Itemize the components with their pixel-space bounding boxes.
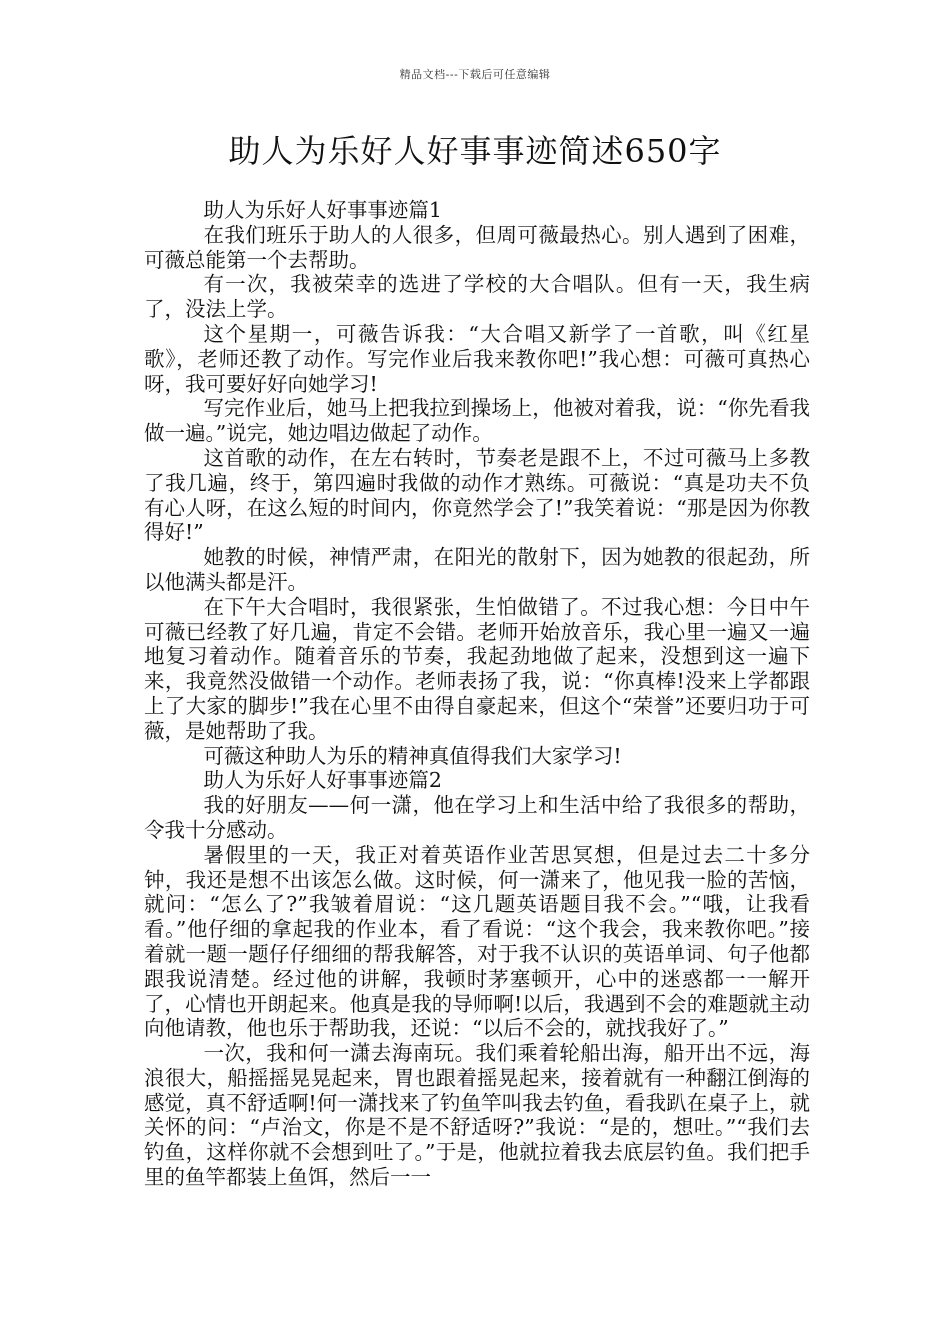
- paragraph: 在下午大合唱时，我很紧张，生怕做错了。不过我心想：今日中午可薇已经教了好几遍，肯定不会错。老师开始放音乐，我心里一遍又一遍地复习着动作。随着音乐的节奏，我起劲地做了起来，没想到这一遍下来，我竟然没做错一个动作。老师表扬了我，说：“你真棒!没来上学都跟上了大家的脚步!”我在心里不由得自豪起来，但这个“荣誉”还要归功于可薇，是她帮助了我。: [144, 594, 810, 743]
- paragraph: 暑假里的一天，我正对着英语作业苦思冥想，但是过去二十多分钟，我还是想不出该怎么做。这时候，何一潇来了，他见我一脸的苦恼，就问：“怎么了?”我皱着眉说：“这几题英语题目我不会。”“哦，让我看看。”他仔细的拿起我的作业本，看了看说：“这个我会，我来教你吧。”接着就一题一题仔仔细细的帮我解答，对于我不认识的英语单词、句子他都跟我说清楚。经过他的讲解，我顿时茅塞顿开，心中的迷惑都一一解开了，心情也开朗起来。他真是我的导师啊!以后，我遇到不会的难题就主动向他请教，他也乐于帮助我，还说：“以后不会的，就找我好了。”: [144, 842, 810, 1041]
- paragraph: 一次，我和何一潇去海南玩。我们乘着轮船出海，船开出不远，海浪很大，船摇摇晃晃起来，胃也跟着摇晃起来，接着就有一种翻江倒海的感觉，真不舒适啊!何一潇找来了钓鱼竿叫我去钓鱼，看我趴在桌子上，就关怀的问：“卢治文，你是不是不舒适呀?”我说：“是的，想吐。”“我们去钓鱼，这样你就不会想到吐了。”于是，他就拉着我去底层钓鱼。我们把手里的鱼竿都装上鱼饵，然后一一: [144, 1041, 810, 1190]
- section-heading-2: 助人为乐好人好事事迹篇2: [203, 768, 442, 793]
- paragraph: 写完作业后，她马上把我拉到操场上，他被对着我，说：“你先看我做一遍。”说完，她边唱边做起了动作。: [144, 396, 810, 446]
- paragraph: 这首歌的动作，在左右转时，节奏老是跟不上，不过可薇马上多教了我几遍，终于，第四遍时我做的动作才熟练。可薇说：“真是功夫不负有心人呀，在这么短的时间内，你竟然学会了!”我笑着说：“那是因为你教得好!”: [144, 445, 810, 545]
- paragraph: 可薇这种助人为乐的精神真值得我们大家学习!: [203, 743, 622, 768]
- paragraph: 她教的时候，神情严肃，在阳光的散射下，因为她教的很起劲，所以他满头都是汗。: [144, 545, 810, 594]
- header-note: 精品文档---下载后可任意编辑: [399, 68, 551, 81]
- paragraph: 我的好朋友——何一潇，他在学习上和生活中给了我很多的帮助，令我十分感动。: [144, 793, 810, 842]
- document-title: 助人为乐好人好事事迹简述650字: [228, 132, 722, 170]
- section-heading-1: 助人为乐好人好事事迹篇1: [203, 198, 442, 222]
- paragraph: 有一次，我被荣幸的选进了学校的大合唱队。但有一天，我生病了，没法上学。: [144, 272, 810, 322]
- article-body: [144, 198, 810, 1190]
- paragraph: 这个星期一，可薇告诉我：“大合唱又新学了一首歌，叫《红星歌》，老师还教了动作。写完作业后我来教你吧!”我心想：可薇可真热心呀，我可要好好向她学习!: [144, 321, 810, 396]
- paragraph: 在我们班乐于助人的人很多，但周可薇最热心。别人遇到了困难，可薇总能第一个去帮助。: [144, 222, 810, 272]
